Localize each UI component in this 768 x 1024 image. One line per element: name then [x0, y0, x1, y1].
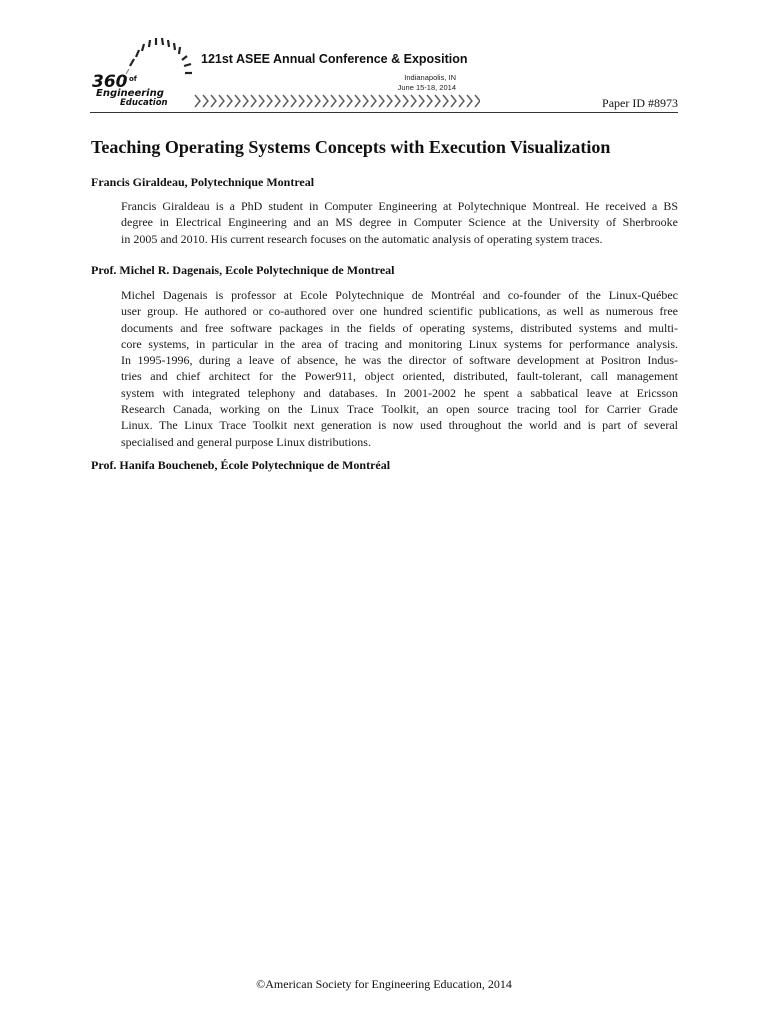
author-bio	[121, 287, 678, 450]
bio-line: documents and free software packages in the fields of operating systems, distributed systems and multi-	[121, 320, 678, 335]
bio-line: in 2005 and 2010. His current research focuses on the automatic analysis of operating system traces.	[121, 231, 603, 246]
bio-line: tries and chief architect for the Power911, object oriented, distributed, fault-tolerant, call management	[121, 369, 678, 384]
page-header	[90, 34, 678, 118]
logo-graphic	[90, 34, 200, 112]
bio-line: Linux. The Linux Trace Toolkit next generation is now used throughout the world and is part of several	[121, 418, 678, 433]
conference-title: 121st ASEE Annual Conference & Exposition	[201, 52, 468, 66]
logo-word2: Education	[120, 98, 168, 108]
bio-line: In 1995-1996, during a leave of absence, he was the director of software development at Positron Indus-	[121, 353, 678, 368]
copyright-footer: ©American Society for Engineering Education, 2014	[256, 977, 512, 991]
logo-number: 360	[92, 72, 128, 92]
author-name: Francis Giraldeau, Polytechnique Montreal	[91, 175, 315, 189]
logo-of: of	[129, 75, 137, 83]
bio-line: specialised and general purpose Linux distributions.	[121, 434, 371, 449]
bio-line: core systems, in particular in the area of tracing and monitoring Linux systems for performance analysis.	[121, 336, 678, 351]
header-rule	[90, 112, 678, 113]
conference-dates: June 15-18, 2014	[397, 83, 456, 92]
paper-title: Teaching Operating Systems Concepts with Execution Visualization	[91, 137, 611, 157]
bio-line: user group. He authored or co-authored over one hundred scientific publications, as well as numerous free	[121, 304, 678, 319]
conference-location: Indianapolis, IN	[404, 73, 456, 82]
chevron-band-icon	[194, 94, 480, 108]
author-name: Prof. Michel R. Dagenais, Ecole Polytechnique de Montreal	[91, 263, 395, 277]
bio-line: Michel Dagenais is professor at Ecole Polytechnique de Montréal and co-founder of the Linux-Québec	[121, 288, 678, 302]
asee-logo	[90, 34, 200, 112]
bio-line: system with integrated telephony and databases. In 2001-2002 he spent a sabbatical leave at Ericsson	[121, 385, 678, 400]
bio-line: Research Canada, working on the Linux Trace Toolkit, an open source tracing tool for Carrier Grade	[121, 402, 678, 417]
bio-line: Francis Giraldeau is a PhD student in Computer Engineering at Polytechnique Montreal. He received a BS	[121, 199, 678, 213]
author-name: Prof. Hanifa Boucheneb, École Polytechnique de Montréal	[91, 458, 391, 472]
author-bio	[121, 198, 678, 247]
paper-id: Paper ID #8973	[602, 96, 678, 110]
bio-line: degree in Electrical Engineering and an MS degree in Computer Science at the University of Sherbrooke	[121, 215, 678, 230]
logo-word1: Engineering	[96, 88, 164, 99]
